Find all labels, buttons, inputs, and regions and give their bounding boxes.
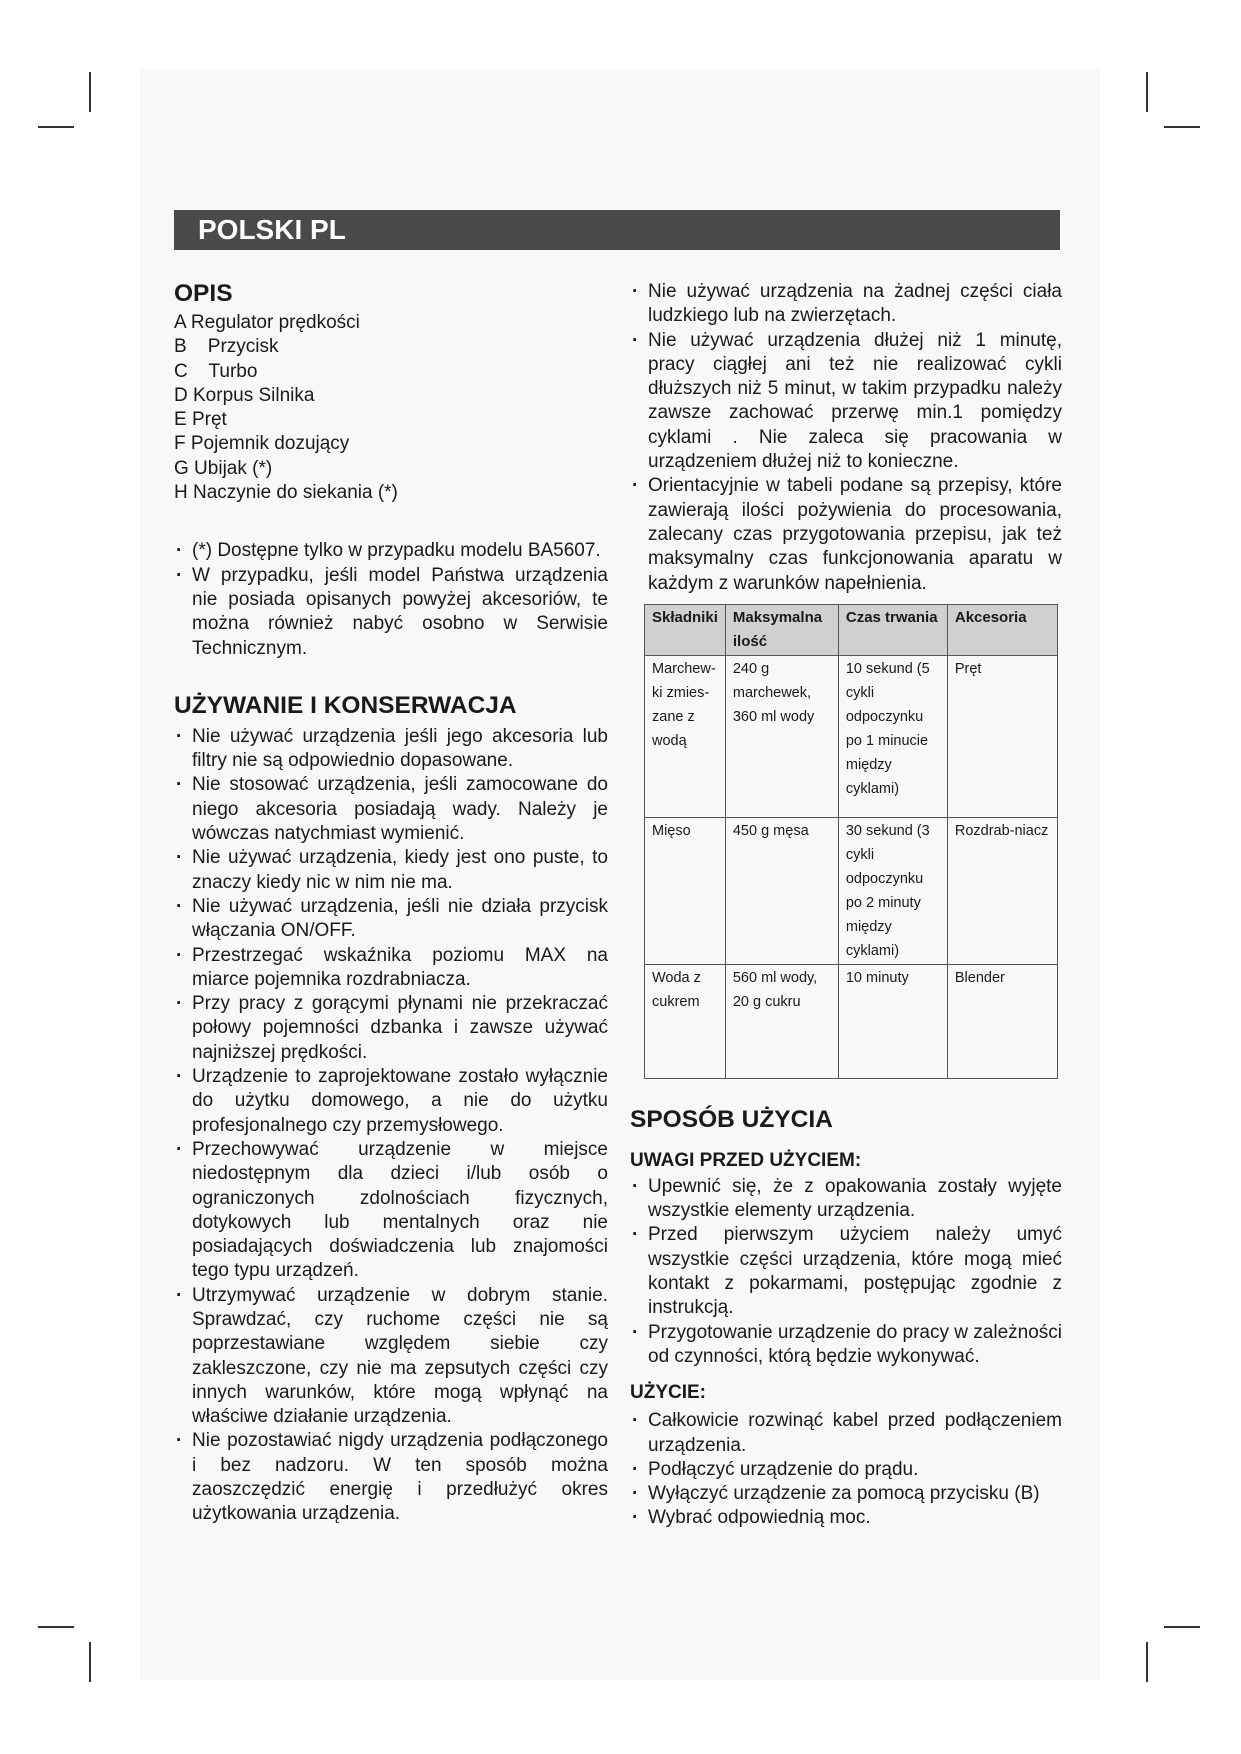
usage-item: · Nie używać urządzenia, kiedy jest ono puste, to znaczy kiedy nic w nim nie ma.: [174, 846, 608, 895]
table-cell: 10 sekund (5 cykli odpoczynku po 1 minucie między cyklami): [838, 655, 947, 817]
crop-mark: [1164, 126, 1200, 128]
table-header-cell: Składniki: [645, 604, 726, 655]
table-cell: Rozdrab-niacz: [947, 817, 1057, 964]
usage-item: · Utrzymywać urządzenie w dobrym stanie. Sprawdzać, czy ruchome części nie są poprzestawiane względem siebie czy zakleszczone, czy nie ma zepsutych części czy innych warunków, które mogą wpłynąć na właściwe działanie urządzenia.: [174, 1284, 608, 1430]
crop-mark: [1146, 1642, 1148, 1682]
part-item: G Ubijak (*): [174, 457, 273, 479]
usage-item: · Nie używać urządzenia jeśli jego akcesoria lub filtry nie są odpowiednio dopasowane.: [174, 725, 608, 774]
usage-item: · Nie stosować urządzenia, jeśli zamocowane do niego akcesoria posiadają wady. Należy je wówczas natychmiast wymienić.: [174, 773, 608, 846]
table-cell: 240 g marchewek, 360 ml wody: [725, 655, 838, 817]
usage-item: · Nie pozostawiać nigdy urządzenia podłączonego i bez nadzoru. W ten sposób można zaoszczędzić energię i przedłużyć okres użytkowania urządzenia.: [174, 1429, 608, 1526]
part-item: D Korpus Silnika: [174, 384, 315, 406]
note-item: · W przypadku, jeśli model Państwa urządzenia nie posiada opisanych powyżej akcesoriów, te można również nabyć osobno w Serwisie Technicznym.: [174, 564, 608, 661]
part-item: E Pręt: [174, 409, 227, 431]
uzycie-item: · Wybrać odpowiednią moc.: [630, 1506, 1062, 1530]
crop-mark: [1146, 72, 1148, 112]
table-cell: Marchew-ki zmies-zane z wodą: [645, 655, 726, 817]
table-cell: Mięso: [645, 817, 726, 964]
usage-item: · Nie używać urządzenia, jeśli nie działa przycisk włączania ON/OFF.: [174, 895, 608, 944]
opis-heading: OPIS: [174, 280, 233, 307]
left-column: [174, 277, 608, 1527]
usage-item: · Przechowywać urządzenie w miejsce niedostępnym dla dzieci i/lub osób o ograniczonych zdolnościach fizycznych, dotykowych lub mentalnych oraz nie posiadających doświadczenia lub znajomości tego typu urządzeń.: [174, 1138, 608, 1284]
part-item: F Pojemnik dozujący: [174, 433, 350, 455]
uwagi-item: · Upewnić się, że z opakowania zostały wyjęte wszystkie elementy urządzenia.: [630, 1175, 1062, 1224]
uwagi-item: · Przygotowanie urządzenie do pracy w zależności od czynności, którą będzie wykonywać.: [630, 1321, 1062, 1370]
opis-notes: [174, 539, 608, 660]
table-cell: Blender: [947, 964, 1057, 1078]
usage-item: · Przy pracy z gorącymi płynami nie przekraczać połowy pojemności dzbanka i zawsze używać najniższej prędkości.: [174, 992, 608, 1065]
table-cell: 30 sekund (3 cykli odpoczynku po 2 minuty między cyklami): [838, 817, 947, 964]
table-row: [645, 964, 1058, 1078]
crop-mark: [1164, 1626, 1200, 1628]
usage-list: [174, 725, 608, 1527]
uzycie-heading: UŻYCIE:: [630, 1382, 706, 1404]
usage-item: · Nie używać urządzenia na żadnej części ciała ludzkiego lub na zwierzętach.: [630, 280, 1062, 329]
part-item: B Przycisk: [174, 336, 279, 358]
note-item: · (*) Dostępne tylko w przypadku modelu BA5607.: [174, 539, 608, 563]
part-item: A Regulator prędkości: [174, 312, 360, 333]
uzycie-item: · Wyłączyć urządzenie za pomocą przycisku (B): [630, 1482, 1062, 1506]
uwagi-list: [630, 1175, 1062, 1369]
uzycie-list: [630, 1409, 1062, 1530]
parts-list: [174, 311, 608, 505]
table-header-row: [645, 604, 1058, 655]
part-item: C Turbo: [174, 360, 258, 382]
usage-item: · Nie używać urządzenia dłużej niż 1 minutę, pracy ciągłej ani też nie realizować cykli dłuższych niż 5 minut, w takim przypadku należy zawsze zachować przerwę min.1 pomiędzy cyklami . Nie zaleca się pracowania w urządzeniem dłużej niż to konieczne.: [630, 329, 1062, 475]
table-row: [645, 817, 1058, 964]
table-header-cell: Czas trwania: [838, 604, 947, 655]
crop-mark: [38, 1626, 74, 1628]
crop-mark: [89, 1642, 91, 1682]
table-cell: 450 g męsa: [725, 817, 838, 964]
usage-item: · Urządzenie to zaprojektowane zostało wyłącznie do użytku domowego, a nie do użytku profesjonalnego czy przemysłowego.: [174, 1065, 608, 1138]
table-cell: 10 minuty: [838, 964, 947, 1078]
part-item: H Naczynie do siekania (*): [174, 482, 398, 504]
right-column: [630, 280, 1062, 1531]
uzycie-item: · Podłączyć urządzenie do prądu.: [630, 1458, 1062, 1482]
uwagi-heading: UWAGI PRZED UŻYCIEM:: [630, 1149, 862, 1171]
table-cell: 560 ml wody, 20 g cukru: [725, 964, 838, 1078]
crop-mark: [89, 72, 91, 112]
table-cell: Pręt: [947, 655, 1057, 817]
table-cell: Woda z cukrem: [645, 964, 726, 1078]
crop-mark: [38, 126, 74, 128]
usage-heading: UŻYWANIE I KONSERWACJA: [174, 691, 517, 719]
usage-item: · Orientacyjnie w tabeli podane są przepisy, które zawierają ilości pożywienia do procesowania, zalecany czas przygotowania przepisu, jak też maksymalny czas funkcjonowania aparatu w każdym z warunków napełnienia.: [630, 474, 1062, 595]
table-header-cell: Akcesoria: [947, 604, 1057, 655]
usage-item: · Przestrzegać wskaźnika poziomu MAX na miarce pojemnika rozdrabniacza.: [174, 944, 608, 993]
recipe-table: [644, 604, 1058, 1079]
usage-list-continued: [630, 280, 1062, 596]
sposob-heading: SPOSÓB UŻYCIA: [630, 1105, 833, 1133]
table-header-cell: Maksymalna ilość: [725, 604, 838, 655]
uzycie-item: · Całkowicie rozwinąć kabel przed podłączeniem urządzenia.: [630, 1409, 1062, 1458]
uwagi-item: · Przed pierwszym użyciem należy umyć wszystkie części urządzenia, które mogą mieć kontakt z pokarmami, postępując zgodnie z instrukcją.: [630, 1223, 1062, 1320]
table-row: [645, 655, 1058, 817]
language-header: POLSKI PL: [174, 210, 1060, 250]
